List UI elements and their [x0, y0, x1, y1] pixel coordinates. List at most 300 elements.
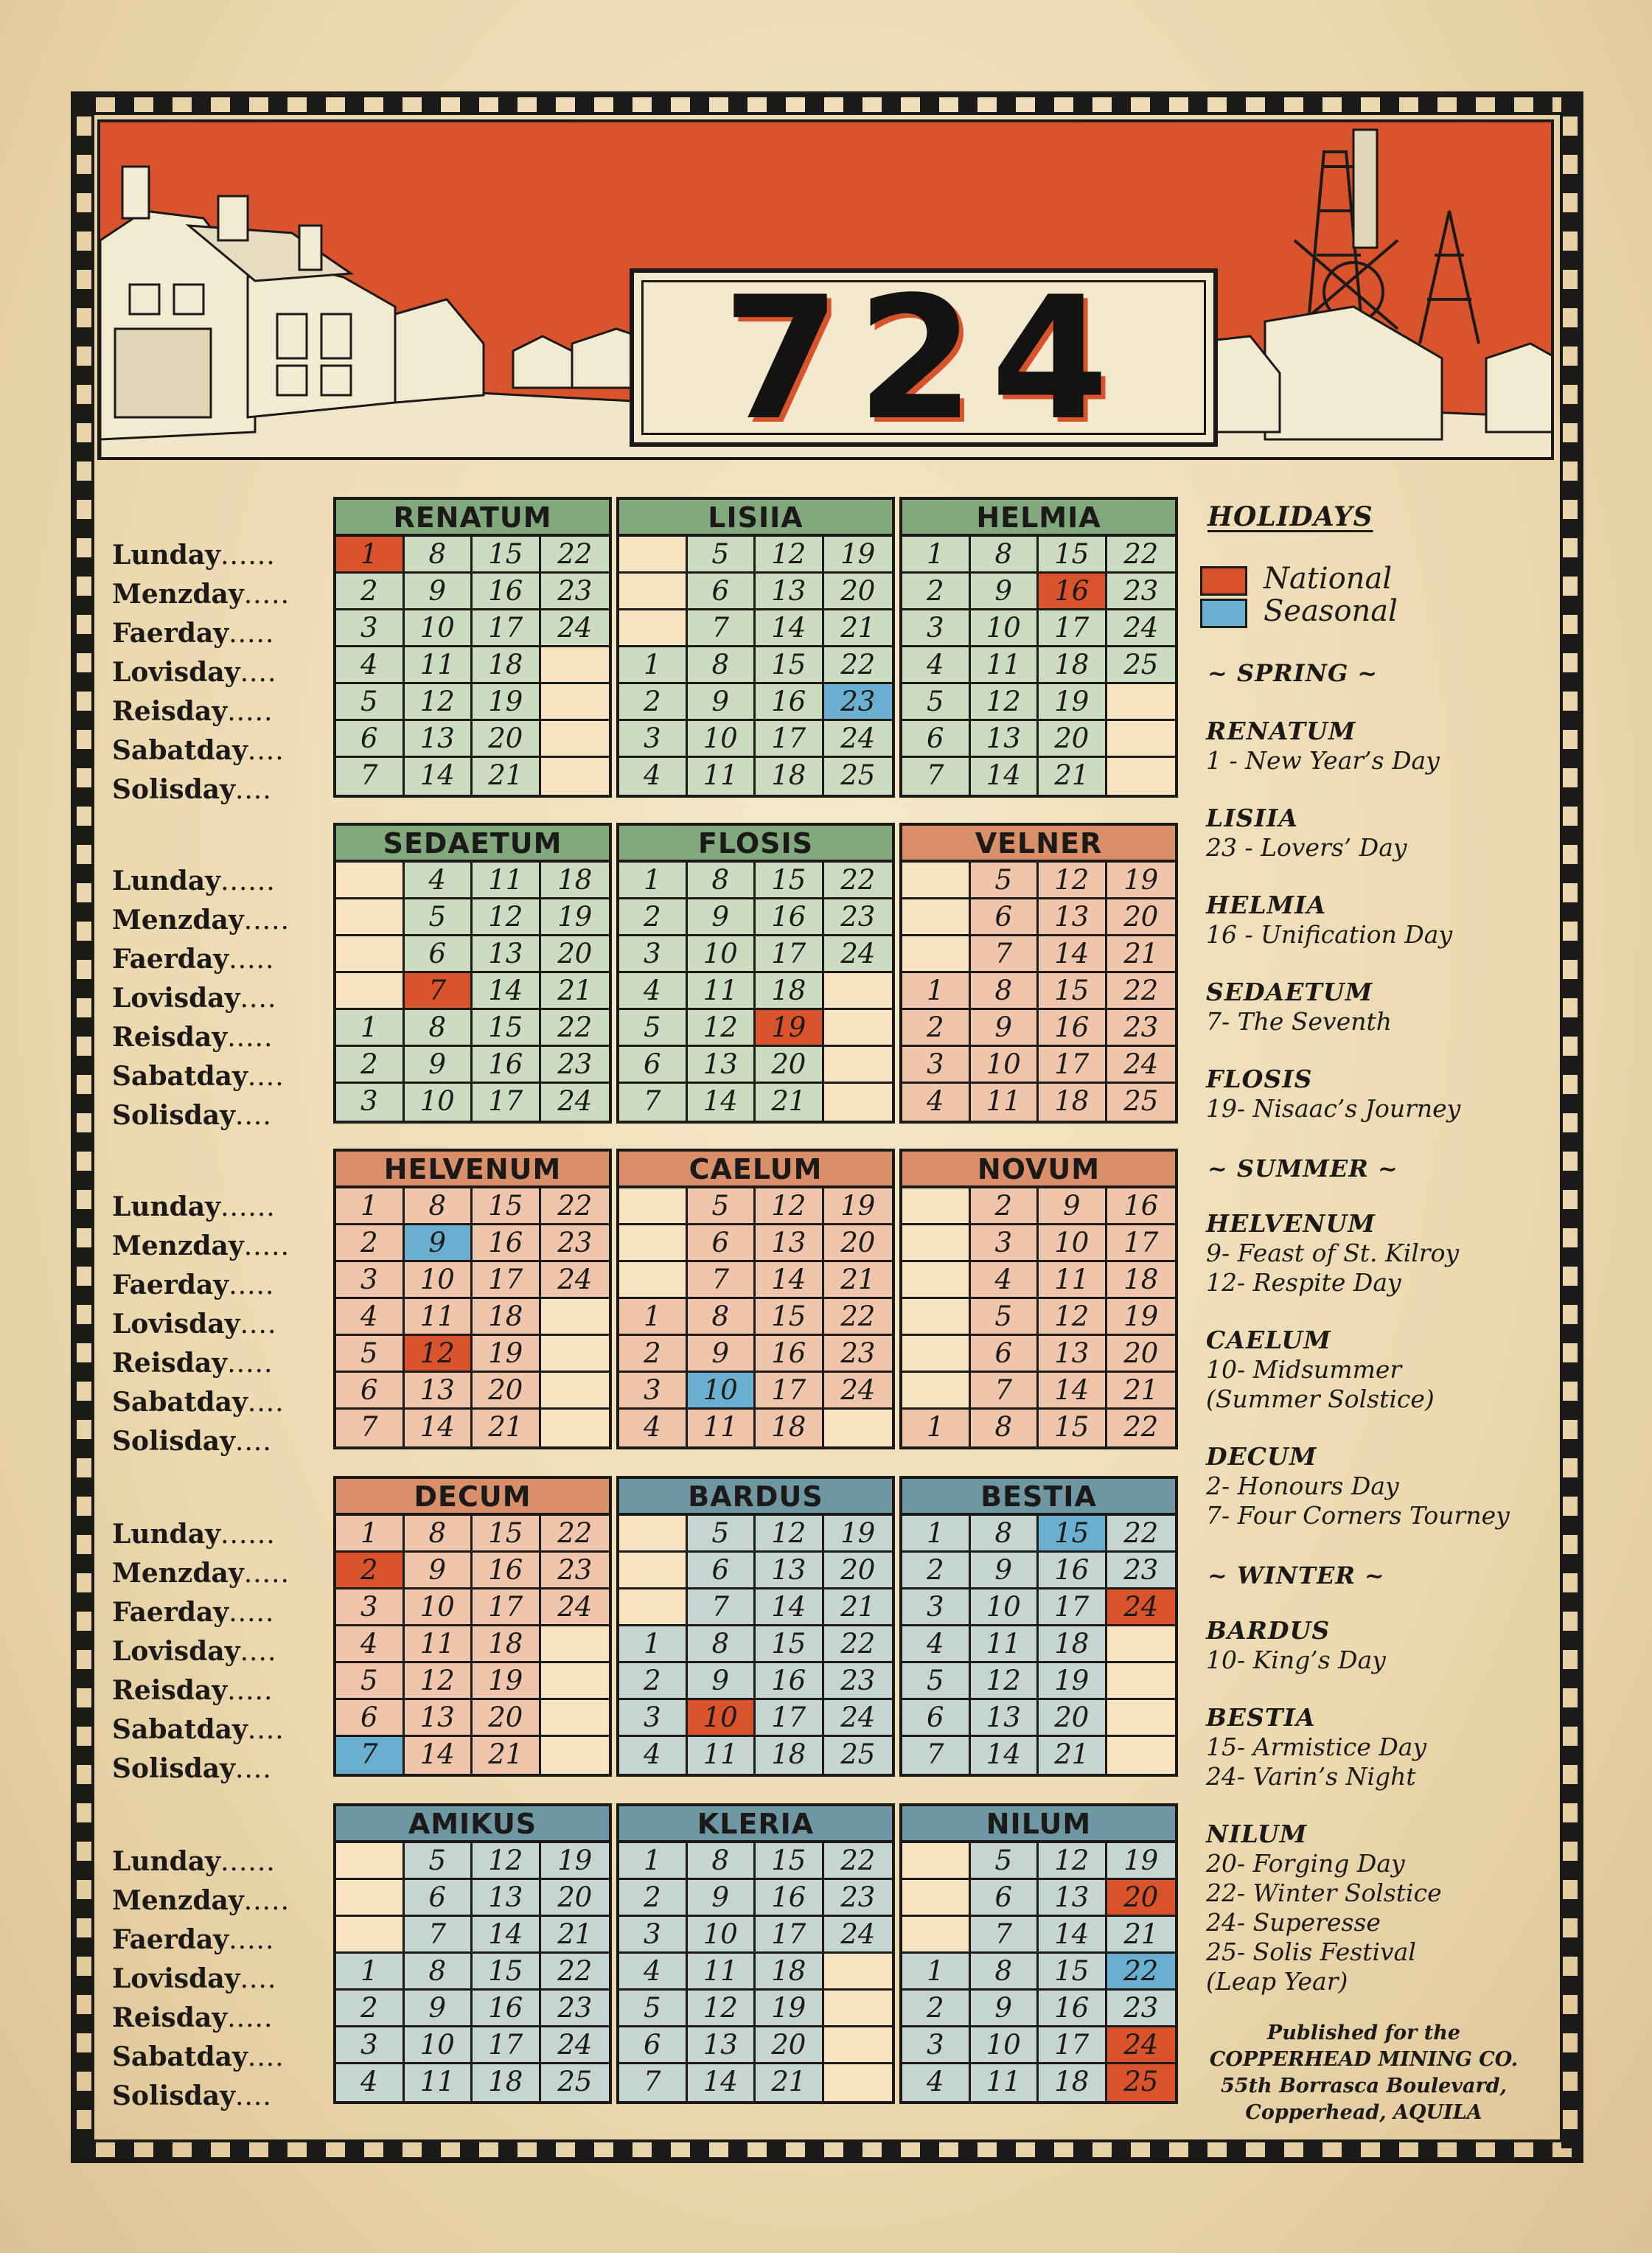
day-cell: 19 — [756, 1010, 824, 1047]
day-cell: 10 — [405, 2027, 473, 2064]
season-summer: ~ SUMMER ~ — [1207, 1155, 1398, 1183]
day-cell: 15 — [473, 1188, 541, 1225]
day-cell: 13 — [405, 1700, 473, 1737]
day-cell: 10 — [405, 1262, 473, 1299]
day-cell: 10 — [971, 1589, 1039, 1626]
day-cell: 22 — [824, 1626, 893, 1663]
day-cell: 2 — [336, 1225, 405, 1262]
day-cell: 15 — [473, 1516, 541, 1553]
weekday-label — [112, 863, 333, 900]
day-cell: 14 — [688, 1084, 756, 1121]
day-cell: 7 — [688, 1589, 756, 1626]
holiday-decum — [1206, 1442, 1575, 1531]
day-cell: 15 — [756, 863, 824, 899]
day-cell: 23 — [1107, 574, 1176, 610]
weekday-name: Menzday — [112, 1230, 244, 1261]
day-cell: 10 — [971, 2027, 1039, 2064]
month-day-grid — [333, 1843, 612, 2104]
day-cell: 14 — [405, 758, 473, 795]
empty-cell — [902, 1188, 971, 1225]
day-cell: 9 — [971, 1991, 1039, 2027]
weekday-label — [112, 732, 333, 770]
day-cell: 1 — [619, 863, 688, 899]
weekday-name: Sabatday — [112, 2041, 248, 2072]
month-renatum — [333, 497, 612, 798]
day-cell: 12 — [1039, 1843, 1107, 1880]
day-cell: 3 — [619, 1917, 688, 1954]
month-bardus — [616, 1476, 895, 1777]
day-cell: 1 — [902, 1410, 971, 1446]
day-cell: 12 — [971, 684, 1039, 721]
leader-dots: ..... — [243, 579, 290, 610]
month-name: SEDAETUM — [333, 823, 612, 863]
weekday-label — [112, 1633, 333, 1671]
day-cell: 24 — [824, 1917, 893, 1954]
holiday-month: DECUM — [1206, 1442, 1317, 1471]
day-cell: 21 — [756, 1084, 824, 1121]
weekday-label — [112, 1843, 333, 1881]
day-cell: 6 — [902, 1700, 971, 1737]
day-cell: 12 — [756, 1188, 824, 1225]
day-cell: 17 — [756, 1373, 824, 1410]
weekday-label — [112, 902, 333, 939]
month-day-grid — [616, 863, 895, 1124]
day-cell: 3 — [902, 2027, 971, 2064]
weekday-name: Lovisday — [112, 1963, 240, 1994]
day-cell: 18 — [473, 2064, 541, 2101]
day-cell: 1 — [902, 537, 971, 574]
day-cell: 22 — [824, 1843, 893, 1880]
month-day-grid — [616, 1843, 895, 2104]
day-cell: 20 — [541, 1880, 610, 1917]
empty-cell — [824, 1410, 893, 1446]
day-cell: 23 — [541, 1225, 610, 1262]
day-cell: 23 — [1107, 1991, 1176, 2027]
empty-cell — [336, 1917, 405, 1954]
day-cell: 17 — [756, 721, 824, 758]
day-cell: 24 — [1107, 2027, 1176, 2064]
day-cell: 19 — [473, 1336, 541, 1373]
day-cell: 15 — [756, 1843, 824, 1880]
day-cell: 2 — [619, 684, 688, 721]
empty-cell — [619, 1553, 688, 1589]
empty-cell — [902, 1262, 971, 1299]
day-cell: 2 — [902, 574, 971, 610]
day-cell: 1 — [336, 1954, 405, 1991]
month-day-grid — [616, 1516, 895, 1777]
day-cell: 11 — [405, 647, 473, 684]
day-cell: 9 — [405, 1553, 473, 1589]
day-cell: 13 — [688, 1047, 756, 1084]
day-cell: 18 — [473, 1626, 541, 1663]
day-cell: 2 — [336, 574, 405, 610]
empty-cell — [902, 1880, 971, 1917]
day-cell: 20 — [541, 936, 610, 973]
day-cell: 3 — [336, 610, 405, 647]
day-cell: 12 — [688, 1010, 756, 1047]
day-cell: 6 — [971, 899, 1039, 936]
day-cell: 4 — [902, 647, 971, 684]
leader-dots: ..... — [243, 1231, 290, 1261]
day-cell: 8 — [405, 537, 473, 574]
day-cell: 14 — [971, 758, 1039, 795]
empty-cell — [336, 973, 405, 1010]
weekday-name: Sabatday — [112, 735, 248, 766]
day-cell: 5 — [688, 1516, 756, 1553]
day-cell: 1 — [336, 1188, 405, 1225]
weekday-label — [112, 1384, 333, 1421]
day-cell: 14 — [405, 1410, 473, 1446]
weekday-label — [112, 1267, 333, 1304]
day-cell: 25 — [824, 758, 893, 795]
day-cell: 3 — [902, 1047, 971, 1084]
empty-cell — [902, 863, 971, 899]
day-cell: 9 — [405, 574, 473, 610]
legend-national-label: National — [1264, 562, 1393, 596]
day-cell: 4 — [902, 2064, 971, 2101]
day-cell: 9 — [688, 684, 756, 721]
day-cell: 15 — [1039, 1516, 1107, 1553]
weekday-label — [112, 1306, 333, 1343]
day-cell: 5 — [405, 899, 473, 936]
empty-cell — [619, 1516, 688, 1553]
day-cell: 7 — [405, 973, 473, 1010]
leader-dots: .... — [240, 658, 277, 688]
day-cell: 6 — [971, 1336, 1039, 1373]
day-cell: 24 — [541, 2027, 610, 2064]
day-cell: 4 — [336, 1299, 405, 1336]
day-cell: 8 — [405, 1010, 473, 1047]
day-cell: 20 — [756, 1047, 824, 1084]
month-day-grid — [616, 1188, 895, 1449]
day-cell: 17 — [756, 1917, 824, 1954]
day-cell: 25 — [824, 1737, 893, 1774]
day-cell: 2 — [902, 1991, 971, 2027]
day-cell: 17 — [473, 1084, 541, 1121]
day-cell: 5 — [902, 1663, 971, 1700]
day-cell: 3 — [619, 1373, 688, 1410]
day-cell: 8 — [971, 1410, 1039, 1446]
holiday-line: 9- Feast of St. Kilroy — [1206, 1239, 1460, 1267]
day-cell: 6 — [902, 721, 971, 758]
day-cell: 21 — [1039, 1737, 1107, 1774]
holiday-line: 15- Armistice Day — [1206, 1733, 1427, 1761]
day-cell: 18 — [1107, 1262, 1176, 1299]
holiday-flosis — [1206, 1065, 1575, 1124]
day-cell: 10 — [688, 1373, 756, 1410]
leader-dots: ...... — [220, 1519, 276, 1550]
day-cell: 6 — [619, 2027, 688, 2064]
holiday-line: (Summer Solstice) — [1206, 1385, 1435, 1413]
holiday-line: 1 - New Year’s Day — [1206, 746, 1440, 775]
day-cell: 22 — [541, 1516, 610, 1553]
empty-cell — [541, 1663, 610, 1700]
day-cell: 7 — [902, 1737, 971, 1774]
day-cell: 8 — [405, 1954, 473, 1991]
day-cell: 15 — [473, 1010, 541, 1047]
leader-dots: ..... — [229, 619, 275, 649]
day-cell: 14 — [473, 1917, 541, 1954]
day-cell: 13 — [1039, 899, 1107, 936]
day-cell: 20 — [1107, 1880, 1176, 1917]
day-cell: 2 — [336, 1047, 405, 1084]
day-cell: 24 — [824, 936, 893, 973]
month-day-grid — [899, 1516, 1178, 1777]
empty-cell — [902, 936, 971, 973]
day-cell: 3 — [619, 1700, 688, 1737]
leader-dots: ..... — [243, 1886, 290, 1916]
day-cell: 18 — [756, 1737, 824, 1774]
day-cell: 21 — [1107, 936, 1176, 973]
day-cell: 19 — [541, 899, 610, 936]
day-cell: 2 — [902, 1553, 971, 1589]
day-cell: 2 — [902, 1010, 971, 1047]
day-cell: 6 — [971, 1880, 1039, 1917]
day-cell: 12 — [473, 1843, 541, 1880]
leader-dots: ...... — [220, 540, 276, 571]
day-cell: 6 — [688, 574, 756, 610]
day-cell: 24 — [1107, 1589, 1176, 1626]
holidays-title: HOLIDAYS — [1207, 501, 1373, 532]
day-cell: 7 — [619, 1084, 688, 1121]
day-cell: 1 — [902, 1516, 971, 1553]
day-cell: 19 — [1039, 1663, 1107, 1700]
day-cell: 7 — [971, 1373, 1039, 1410]
day-cell: 10 — [688, 1700, 756, 1737]
day-cell: 18 — [1039, 1626, 1107, 1663]
leader-dots: ..... — [229, 944, 275, 975]
leader-dots: .... — [240, 1964, 277, 1994]
day-cell: 6 — [405, 936, 473, 973]
day-cell: 12 — [756, 1516, 824, 1553]
day-cell: 11 — [473, 863, 541, 899]
day-cell: 20 — [473, 1373, 541, 1410]
month-day-grid — [333, 863, 612, 1124]
day-cell: 23 — [824, 1880, 893, 1917]
day-cell: 25 — [1107, 2064, 1176, 2101]
season-spring: ~ SPRING ~ — [1207, 659, 1379, 687]
day-cell: 25 — [1107, 1084, 1176, 1121]
day-cell: 7 — [336, 758, 405, 795]
holiday-helmia — [1206, 891, 1575, 950]
holiday-line: 7- The Seventh — [1206, 1007, 1392, 1036]
month-name: HELMIA — [899, 497, 1178, 537]
day-cell: 20 — [473, 1700, 541, 1737]
day-cell: 4 — [619, 1410, 688, 1446]
leader-dots: .... — [247, 1387, 285, 1418]
holiday-month: NILUM — [1206, 1820, 1308, 1848]
leader-dots: .... — [247, 1715, 285, 1745]
holiday-month: BESTIA — [1206, 1703, 1316, 1732]
day-cell: 17 — [1039, 1589, 1107, 1626]
national-swatch — [1200, 566, 1247, 596]
day-cell: 20 — [473, 721, 541, 758]
weekday-label — [112, 1921, 333, 1959]
empty-cell — [619, 1262, 688, 1299]
day-cell: 25 — [541, 2064, 610, 2101]
month-lisiia — [616, 497, 895, 798]
day-cell: 4 — [336, 647, 405, 684]
day-cell: 13 — [405, 721, 473, 758]
empty-cell — [541, 1373, 610, 1410]
day-cell: 22 — [1107, 537, 1176, 574]
empty-cell — [1107, 1626, 1176, 1663]
day-cell: 23 — [824, 899, 893, 936]
day-cell: 1 — [619, 1843, 688, 1880]
day-cell: 4 — [902, 1626, 971, 1663]
month-flosis — [616, 823, 895, 1124]
day-cell: 1 — [902, 973, 971, 1010]
empty-cell — [902, 1917, 971, 1954]
month-helmia — [899, 497, 1178, 798]
empty-cell — [336, 863, 405, 899]
month-day-grid — [333, 537, 612, 798]
weekday-name: Faerday — [112, 1924, 229, 1955]
weekday-name: Lovisday — [112, 1636, 240, 1667]
empty-cell — [824, 2027, 893, 2064]
day-cell: 11 — [688, 973, 756, 1010]
day-cell: 13 — [473, 936, 541, 973]
leader-dots: ..... — [229, 1925, 275, 1955]
month-name: BESTIA — [899, 1476, 1178, 1516]
month-nilum — [899, 1803, 1178, 2104]
day-cell: 4 — [619, 1954, 688, 1991]
day-cell: 16 — [756, 1880, 824, 1917]
day-cell: 9 — [971, 1553, 1039, 1589]
day-cell: 17 — [1107, 1225, 1176, 1262]
weekday-label — [112, 771, 333, 809]
weekday-name: Reisday — [112, 696, 228, 727]
day-cell: 25 — [1107, 647, 1176, 684]
weekday-name: Menzday — [112, 1885, 244, 1916]
day-cell: 4 — [405, 863, 473, 899]
weekday-label — [112, 615, 333, 652]
day-cell: 24 — [541, 1084, 610, 1121]
day-cell: 9 — [405, 1225, 473, 1262]
month-day-grid — [899, 1188, 1178, 1449]
weekday-label — [112, 2038, 333, 2076]
day-cell: 14 — [756, 610, 824, 647]
day-cell: 23 — [541, 574, 610, 610]
month-name: HELVENUM — [333, 1149, 612, 1188]
empty-cell — [1107, 758, 1176, 795]
weekday-name: Lovisday — [112, 657, 240, 688]
publisher-line: COPPERHEAD MINING CO. — [1209, 2048, 1519, 2071]
weekday-name: Menzday — [112, 579, 244, 610]
empty-cell — [541, 1410, 610, 1446]
day-cell: 10 — [688, 1917, 756, 1954]
day-cell: 5 — [619, 1991, 688, 2027]
day-cell: 14 — [756, 1262, 824, 1299]
weekday-label — [112, 654, 333, 692]
empty-cell — [1107, 1663, 1176, 1700]
leader-dots: .... — [235, 1427, 272, 1457]
empty-cell — [541, 1737, 610, 1774]
empty-cell — [902, 1225, 971, 1262]
day-cell: 5 — [971, 863, 1039, 899]
weekday-label — [112, 1423, 333, 1460]
day-cell: 24 — [824, 1700, 893, 1737]
empty-cell — [541, 1336, 610, 1373]
leader-dots: .... — [247, 1062, 285, 1092]
day-cell: 17 — [473, 1262, 541, 1299]
day-cell: 22 — [1107, 1410, 1176, 1446]
day-cell: 4 — [619, 758, 688, 795]
day-cell: 12 — [405, 1336, 473, 1373]
holiday-month: FLOSIS — [1206, 1065, 1313, 1093]
weekday-name: Lovisday — [112, 1309, 240, 1340]
leader-dots: ..... — [243, 1559, 290, 1589]
month-bestia — [899, 1476, 1178, 1777]
empty-cell — [824, 973, 893, 1010]
day-cell: 7 — [336, 1737, 405, 1774]
day-cell: 3 — [336, 1084, 405, 1121]
day-cell: 20 — [1107, 1336, 1176, 1373]
day-cell: 4 — [971, 1262, 1039, 1299]
weekday-name: Sabatday — [112, 1714, 248, 1745]
weekday-label — [112, 980, 333, 1017]
year-number: 724 — [722, 261, 1126, 458]
empty-cell — [336, 936, 405, 973]
day-cell: 20 — [1039, 721, 1107, 758]
day-cell: 24 — [824, 721, 893, 758]
weekday-label — [112, 1960, 333, 1998]
month-day-grid — [899, 1843, 1178, 2104]
day-cell: 22 — [824, 647, 893, 684]
month-decum — [333, 1476, 612, 1777]
day-cell: 13 — [756, 1225, 824, 1262]
empty-cell — [1107, 1737, 1176, 1774]
month-caelum — [616, 1149, 895, 1449]
holiday-line: 12- Respite Day — [1206, 1268, 1401, 1297]
day-cell: 16 — [473, 1047, 541, 1084]
leader-dots: ...... — [220, 866, 276, 896]
day-cell: 22 — [1107, 1954, 1176, 1991]
day-cell: 19 — [1039, 684, 1107, 721]
day-cell: 12 — [473, 899, 541, 936]
day-cell: 23 — [1107, 1010, 1176, 1047]
holiday-line: 24- Varin’s Night — [1206, 1762, 1416, 1791]
weekday-label — [112, 1345, 333, 1382]
day-cell: 19 — [756, 1991, 824, 2027]
holiday-line: 10- King’s Day — [1206, 1646, 1386, 1674]
day-cell: 15 — [756, 1626, 824, 1663]
day-cell: 6 — [336, 721, 405, 758]
day-cell: 1 — [902, 1954, 971, 1991]
day-cell: 9 — [688, 1663, 756, 1700]
day-cell: 19 — [473, 684, 541, 721]
holiday-line: 23 - Lovers’ Day — [1206, 833, 1407, 862]
day-cell: 4 — [336, 2064, 405, 2101]
day-cell: 17 — [473, 610, 541, 647]
day-cell: 7 — [902, 758, 971, 795]
holiday-bardus — [1206, 1616, 1575, 1675]
day-cell: 4 — [619, 1737, 688, 1774]
holiday-renatum — [1206, 717, 1575, 776]
weekday-label — [112, 1711, 333, 1749]
day-cell: 15 — [756, 1299, 824, 1336]
day-cell: 12 — [405, 684, 473, 721]
day-cell: 6 — [336, 1373, 405, 1410]
month-name: NOVUM — [899, 1149, 1178, 1188]
month-name: AMIKUS — [333, 1803, 612, 1843]
day-cell: 8 — [405, 1188, 473, 1225]
empty-cell — [824, 1010, 893, 1047]
holiday-line: 19- Nisaac’s Journey — [1206, 1094, 1461, 1123]
holiday-line: (Leap Year) — [1206, 1967, 1348, 1996]
day-cell: 11 — [688, 758, 756, 795]
day-cell: 16 — [1039, 574, 1107, 610]
